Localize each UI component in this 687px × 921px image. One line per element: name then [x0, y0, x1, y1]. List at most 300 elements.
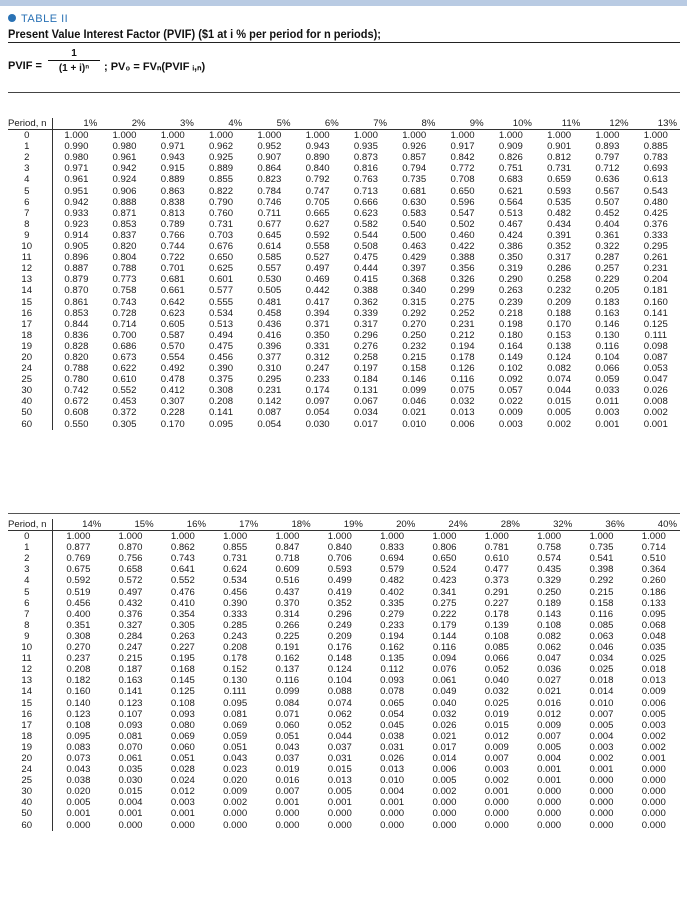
table-row: [8, 686, 680, 697]
table-row: [8, 642, 680, 653]
pvif-value-cell: 0.463: [402, 241, 427, 253]
pvif-value-cell: 0.231: [450, 318, 475, 330]
pvif-value-cell: 0.436: [257, 318, 282, 330]
pvif-value-cell: 0.400: [66, 608, 91, 620]
pvif-value-cell: 0.744: [160, 241, 185, 253]
pvif-value-cell: 0.011: [595, 396, 620, 408]
pvif-value-cell: 0.558: [305, 241, 330, 253]
pvif-table-low-rates: [8, 118, 680, 430]
pvif-value-cell: 0.168: [170, 664, 195, 676]
pvif-value-cell: 0.013: [380, 764, 405, 776]
period-cell: 40: [8, 396, 52, 407]
pvif-value-cell: 0.980: [64, 152, 89, 164]
table-row: [8, 308, 680, 319]
pvif-value-cell: 0.002: [641, 730, 666, 742]
pvif-value-cell: 0.160: [66, 686, 91, 698]
pvif-value-cell: 0.003: [170, 797, 195, 809]
rate-column-header: 12%: [583, 118, 631, 130]
pvif-value-cell: 0.372: [112, 407, 137, 419]
pvif-value-cell: 0.007: [275, 786, 300, 798]
pvif-value-cell: 0.743: [112, 296, 137, 308]
period-cell: 30: [8, 385, 52, 396]
pvif-value-cell: 0.034: [353, 407, 378, 419]
pvif-value-cell: 0.085: [589, 619, 614, 631]
pvif-value-cell: 0.000: [589, 797, 614, 809]
pvif-value-cell: 0.016: [275, 775, 300, 787]
pvif-value-cell: 0.162: [380, 642, 405, 654]
pvif-value-cell: 0.195: [170, 653, 195, 665]
pvif-value-cell: 0.398: [589, 564, 614, 576]
pvif-value-cell: 0.104: [595, 351, 620, 363]
pvif-value-cell: 0.108: [170, 697, 195, 709]
pvif-value-cell: 0.510: [641, 553, 666, 565]
pvif-value-cell: 1.000: [589, 531, 614, 543]
pvif-value-cell: 0.608: [64, 407, 89, 419]
pvif-value-cell: 0.596: [450, 196, 475, 208]
pvif-value-cell: 0.356: [450, 263, 475, 275]
pvif-value-cell: 0.170: [160, 418, 185, 430]
pvif-value-cell: 0.182: [66, 675, 91, 687]
pvif-value-cell: 0.225: [275, 630, 300, 642]
pvif-value-cell: 0.888: [112, 196, 137, 208]
table-row: [8, 163, 680, 174]
pvif-value-cell: 0.021: [402, 407, 427, 419]
pvif-value-cell: 0.376: [118, 608, 143, 620]
pvif-value-cell: 0.111: [644, 329, 668, 341]
pvif-value-cell: 0.233: [380, 619, 405, 631]
table-row: [8, 620, 680, 631]
pvif-value-cell: 0.040: [432, 697, 457, 709]
table-row: [8, 174, 680, 185]
pvif-value-cell: 0.000: [589, 786, 614, 798]
pvif-value-cell: 0.909: [498, 141, 523, 153]
pvif-value-cell: 0.794: [402, 163, 427, 175]
pvif-value-cell: 1.000: [595, 130, 620, 142]
pvif-value-cell: 0.681: [402, 185, 427, 197]
period-cell: 16: [8, 709, 52, 720]
pvif-value-cell: 0.001: [118, 808, 143, 820]
pvif-value-cell: 0.043: [223, 752, 248, 764]
pvif-value-cell: 0.388: [450, 252, 475, 264]
pvif-value-cell: 0.665: [305, 207, 330, 219]
pvif-value-cell: 0.780: [64, 374, 89, 386]
pvif-value-cell: 0.354: [170, 608, 195, 620]
pvif-value-cell: 0.065: [380, 697, 405, 709]
pvif-value-cell: 0.212: [450, 329, 475, 341]
table-row: [8, 141, 680, 152]
pvif-value-cell: 0.000: [275, 819, 300, 831]
top-bar: [0, 0, 687, 6]
pvif-value-cell: 0.197: [353, 363, 378, 375]
rate-column-header: 20%: [366, 519, 418, 531]
pvif-value-cell: 0.564: [498, 196, 523, 208]
pvif-value-cell: 0.000: [170, 819, 195, 831]
pvif-value-cell: 0.215: [402, 351, 427, 363]
pvif-value-cell: 0.131: [353, 385, 378, 397]
table-row: [8, 297, 680, 308]
pvif-value-cell: 0.422: [450, 241, 475, 253]
pvif-value-cell: 0.731: [223, 553, 248, 565]
pvif-value-cell: 0.026: [380, 752, 405, 764]
pvif-value-cell: 0.813: [160, 207, 185, 219]
pvif-value-cell: 0.010: [402, 418, 427, 430]
pvif-value-cell: 0.009: [223, 786, 248, 798]
pvif-value-cell: 0.275: [432, 597, 457, 609]
pvif-value-cell: 0.130: [223, 675, 248, 687]
pvif-value-cell: 0.371: [305, 318, 330, 330]
pvif-value-cell: 0.178: [484, 608, 509, 620]
pvif-value-cell: 0.031: [327, 752, 352, 764]
pvif-value-cell: 0.962: [209, 141, 234, 153]
pvif-value-cell: 0.444: [353, 263, 378, 275]
pvif-value-cell: 0.035: [641, 642, 666, 654]
pvif-value-cell: 0.126: [450, 363, 475, 375]
pvif-value-cell: 0.951: [64, 185, 89, 197]
pvif-value-cell: 0.613: [643, 174, 668, 186]
pvif-value-cell: 0.148: [327, 653, 352, 665]
pvif-value-cell: 0.026: [643, 385, 668, 397]
pvif-value-cell: 0.317: [547, 252, 572, 264]
pvif-value-cell: 0.788: [112, 263, 137, 275]
pvif-value-cell: 0.023: [223, 764, 248, 776]
pvif-value-cell: 0.208: [66, 664, 91, 676]
pvif-value-cell: 0.642: [160, 296, 185, 308]
pvif-value-cell: 0.003: [641, 719, 666, 731]
pvif-value-cell: 0.164: [498, 340, 523, 352]
pvif-value-cell: 0.751: [498, 163, 523, 175]
pvif-value-cell: 0.215: [118, 653, 143, 665]
pvif-value-cell: 0.257: [595, 263, 620, 275]
pvif-value-cell: 0.291: [484, 586, 509, 598]
pvif-value-cell: 0.790: [209, 196, 234, 208]
pvif-value-cell: 0.593: [547, 185, 572, 197]
rate-column-header: 36%: [575, 519, 627, 531]
pvif-value-cell: 0.624: [223, 564, 248, 576]
pvif-value-cell: 0.009: [484, 741, 509, 753]
pvif-value-cell: 0.731: [209, 218, 234, 230]
pvif-value-cell: 0.083: [66, 741, 91, 753]
pvif-value-cell: 0.435: [537, 564, 562, 576]
pvif-value-cell: 0.276: [353, 340, 378, 352]
pvif-value-cell: 0.003: [484, 764, 509, 776]
pvif-value-cell: 0.005: [327, 786, 352, 798]
pvif-value-cell: 0.006: [450, 418, 475, 430]
pvif-value-cell: 0.339: [353, 307, 378, 319]
pvif-value-cell: 0.661: [160, 285, 185, 297]
pvif-value-cell: 0.198: [498, 318, 523, 330]
table-row: [8, 407, 680, 418]
pvif-value-cell: 0.703: [209, 229, 234, 241]
pvif-value-cell: 0.087: [257, 407, 282, 419]
pvif-value-cell: 0.107: [118, 708, 143, 720]
period-cell: 5: [8, 186, 52, 197]
period-cell: 15: [8, 698, 52, 709]
pvif-value-cell: 0.263: [170, 630, 195, 642]
pvif-value-cell: 0.650: [209, 252, 234, 264]
pvif-value-cell: 0.017: [432, 741, 457, 753]
pvif-value-cell: 0.319: [498, 263, 523, 275]
pvif-value-cell: 0.116: [275, 675, 300, 687]
table-row: [8, 631, 680, 642]
pvif-value-cell: 0.340: [402, 285, 427, 297]
pvif-value-cell: 0.031: [380, 741, 405, 753]
pvif-value-cell: 0.605: [160, 318, 185, 330]
pvif-value-cell: 0.601: [209, 274, 234, 286]
pvif-value-cell: 0.000: [537, 808, 562, 820]
pvif-value-cell: 0.853: [112, 218, 137, 230]
pvif-value-cell: 1.000: [450, 130, 475, 142]
pvif-value-cell: 0.116: [432, 642, 457, 654]
pvif-value-cell: 0.194: [380, 630, 405, 642]
period-cell: 17: [8, 319, 52, 330]
pvif-value-cell: 0.290: [498, 274, 523, 286]
pvif-value-cell: 0.068: [641, 619, 666, 631]
pvif-value-cell: 0.051: [275, 730, 300, 742]
pvif-value-cell: 0.003: [595, 407, 620, 419]
table-label-text: TABLE II: [21, 13, 69, 25]
pvif-value-cell: 0.544: [353, 229, 378, 241]
pvif-value-cell: 0.035: [118, 764, 143, 776]
period-cell: 60: [8, 419, 52, 430]
pvif-value-cell: 0.901: [547, 141, 572, 153]
pvif-value-cell: 0.013: [641, 675, 666, 687]
pvif-value-cell: 1.000: [223, 531, 248, 543]
pvif-value-cell: 0.067: [353, 396, 378, 408]
pvif-value-cell: 0.001: [595, 418, 620, 430]
pvif-value-cell: 0.792: [305, 174, 330, 186]
pvif-value-cell: 0.861: [64, 296, 89, 308]
period-cell: 10: [8, 241, 52, 252]
rate-column-header: 19%: [314, 519, 366, 531]
pvif-value-cell: 0.416: [257, 329, 282, 341]
table-row: [8, 675, 680, 686]
rate-column-header: 15%: [104, 519, 156, 531]
pvif-value-cell: 0.425: [643, 207, 668, 219]
pvif-value-cell: 0.006: [641, 697, 666, 709]
pvif-value-cell: 0.061: [432, 675, 457, 687]
pvif-value-cell: 0.074: [547, 374, 572, 386]
pvif-value-cell: 0.592: [305, 229, 330, 241]
pvif-value-cell: 0.275: [450, 296, 475, 308]
period-cell: 13: [8, 274, 52, 285]
pvif-value-cell: 0.769: [66, 553, 91, 565]
period-cell: 24: [8, 363, 52, 374]
pvif-value-cell: 0.002: [484, 775, 509, 787]
pvif-value-cell: 0.250: [537, 586, 562, 598]
pvif-value-cell: 0.714: [641, 542, 666, 554]
pvif-value-cell: 0.279: [380, 608, 405, 620]
pvif-table-high-rates: [8, 519, 680, 831]
pvif-value-cell: 0.305: [170, 619, 195, 631]
period-cell: 13: [8, 675, 52, 686]
pvif-value-cell: 0.352: [547, 241, 572, 253]
pvif-value-cell: 0.362: [353, 296, 378, 308]
pvif-value-cell: 0.442: [305, 285, 330, 297]
pvif-value-cell: 0.925: [209, 152, 234, 164]
pvif-value-cell: 1.000: [170, 531, 195, 543]
pvif-value-cell: 0.540: [402, 218, 427, 230]
pvif-value-cell: 0.797: [595, 152, 620, 164]
pvif-value-cell: 0.621: [498, 185, 523, 197]
pvif-value-cell: 0.747: [305, 185, 330, 197]
pvif-value-cell: 0.080: [170, 719, 195, 731]
pvif-value-cell: 0.001: [327, 797, 352, 809]
pvif-value-cell: 0.990: [64, 141, 89, 153]
pvif-value-cell: 0.889: [160, 174, 185, 186]
pvif-value-cell: 0.364: [641, 564, 666, 576]
pvif-value-cell: 0.361: [595, 229, 620, 241]
pvif-value-cell: 0.008: [643, 396, 668, 408]
pvif-value-cell: 0.000: [327, 808, 352, 820]
pvif-value-cell: 0.386: [498, 241, 523, 253]
period-cell: 17: [8, 720, 52, 731]
pvif-value-cell: 0.686: [112, 340, 137, 352]
pvif-value-cell: 0.905: [64, 241, 89, 253]
pvif-value-cell: 0.123: [66, 708, 91, 720]
pvif-value-cell: 0.037: [327, 741, 352, 753]
pvif-value-cell: 0.146: [402, 374, 427, 386]
formula-numerator: 1: [71, 48, 77, 59]
pvif-value-cell: 0.093: [380, 675, 405, 687]
pvif-value-cell: 0.005: [537, 741, 562, 753]
pvif-value-cell: 0.368: [402, 274, 427, 286]
period-cell: 19: [8, 341, 52, 352]
pvif-value-cell: 0.052: [327, 719, 352, 731]
pvif-value-cell: 0.388: [353, 285, 378, 297]
pvif-value-cell: 0.030: [118, 775, 143, 787]
pvif-value-cell: 0.002: [589, 752, 614, 764]
table-row: [8, 363, 680, 374]
period-cell: 3: [8, 163, 52, 174]
pvif-value-cell: 0.018: [641, 664, 666, 676]
pvif-value-cell: 0.943: [160, 152, 185, 164]
pvif-value-cell: 0.000: [118, 819, 143, 831]
pvif-value-cell: 0.758: [112, 285, 137, 297]
pvif-value-cell: 0.550: [64, 418, 89, 430]
pvif-value-cell: 0.059: [595, 374, 620, 386]
pvif-value-cell: 0.554: [160, 351, 185, 363]
pvif-value-cell: 0.000: [223, 808, 248, 820]
pvif-value-cell: 0.432: [118, 597, 143, 609]
pvif-value-cell: 0.870: [118, 542, 143, 554]
pvif-value-cell: 0.502: [450, 218, 475, 230]
period-cell: 20: [8, 753, 52, 764]
pvif-value-cell: 0.133: [641, 597, 666, 609]
pvif-value-cell: 0.915: [160, 163, 185, 175]
pvif-value-cell: 0.530: [257, 274, 282, 286]
formula-rhs: ; PV₀ = FVₙ(PVIF ᵢ,ₙ): [104, 61, 206, 73]
rate-column-header: 8%: [390, 118, 438, 130]
pvif-value-cell: 0.731: [547, 163, 572, 175]
pvif-value-cell: 0.076: [432, 664, 457, 676]
pvif-value-cell: 0.862: [170, 542, 195, 554]
pvif-value-cell: 0.567: [595, 185, 620, 197]
pvif-value-cell: 0.204: [643, 274, 668, 286]
pvif-value-cell: 0.249: [327, 619, 352, 631]
pvif-value-cell: 0.000: [641, 797, 666, 809]
pvif-value-cell: 0.095: [66, 730, 91, 742]
rate-column-header: 2%: [100, 118, 148, 130]
pvif-value-cell: 0.015: [547, 396, 572, 408]
pvif-value-cell: 0.756: [118, 553, 143, 565]
pvif-value-cell: 0.138: [547, 340, 572, 352]
table-row: [8, 587, 680, 598]
pvif-value-cell: 0.543: [643, 185, 668, 197]
pvif-value-cell: 0.048: [641, 630, 666, 642]
pvif-value-cell: 0.124: [327, 664, 352, 676]
period-cell: 14: [8, 285, 52, 296]
pvif-value-cell: 0.952: [257, 141, 282, 153]
pvif-value-cell: 0.326: [450, 274, 475, 286]
table-row: [8, 709, 680, 720]
pvif-value-cell: 1.000: [118, 531, 143, 543]
table-row: [8, 797, 680, 808]
pvif-value-cell: 0.855: [223, 542, 248, 554]
pvif-value-cell: 0.163: [595, 307, 620, 319]
pvif-value-cell: 0.108: [537, 619, 562, 631]
pvif-value-cell: 0.480: [643, 196, 668, 208]
pvif-value-cell: 0.305: [112, 418, 137, 430]
pvif-value-cell: 0.227: [484, 597, 509, 609]
pvif-value-cell: 0.820: [64, 351, 89, 363]
pvif-value-cell: 0.552: [112, 385, 137, 397]
pvif-value-cell: 0.095: [209, 418, 234, 430]
pvif-value-cell: 0.002: [641, 741, 666, 753]
pvif-value-cell: 0.012: [170, 786, 195, 798]
pvif-value-cell: 0.906: [112, 185, 137, 197]
period-cell: 12: [8, 263, 52, 274]
pvif-value-cell: 0.000: [484, 819, 509, 831]
pvif-value-cell: 0.000: [641, 764, 666, 776]
period-cell: 24: [8, 764, 52, 775]
table-row: [8, 319, 680, 330]
pvif-value-cell: 0.592: [66, 575, 91, 587]
pvif-value-cell: 0.460: [450, 229, 475, 241]
pvif-value-cell: 0.773: [112, 274, 137, 286]
pvif-value-cell: 0.524: [432, 564, 457, 576]
pvif-value-cell: 0.683: [498, 174, 523, 186]
pvif-value-cell: 0.475: [209, 340, 234, 352]
pvif-value-cell: 0.711: [257, 207, 281, 219]
pvif-value-cell: 0.252: [450, 307, 475, 319]
pvif-value-cell: 1.000: [484, 531, 509, 543]
pvif-value-cell: 0.051: [223, 741, 248, 753]
pvif-value-cell: 0.066: [595, 363, 620, 375]
period-cell: 19: [8, 742, 52, 753]
period-cell: 2: [8, 152, 52, 163]
pvif-value-cell: 0.390: [223, 597, 248, 609]
pvif-value-cell: 0.153: [547, 329, 572, 341]
pvif-value-cell: 0.001: [484, 786, 509, 798]
pvif-value-cell: 0.034: [589, 653, 614, 665]
pvif-value-cell: 1.000: [112, 130, 137, 142]
pvif-value-cell: 0.229: [595, 274, 620, 286]
pvif-value-cell: 0.070: [118, 741, 143, 753]
pvif-value-cell: 0.482: [380, 575, 405, 587]
pvif-value-cell: 0.943: [305, 141, 330, 153]
pvif-value-cell: 0.844: [64, 318, 89, 330]
pvif-value-cell: 0.095: [641, 608, 666, 620]
pvif-value-cell: 0.140: [66, 697, 91, 709]
pvif-value-cell: 0.475: [353, 252, 378, 264]
pvif-value-cell: 0.804: [112, 252, 137, 264]
pvif-value-cell: 1.000: [209, 130, 234, 142]
pvif-value-cell: 0.176: [327, 642, 352, 654]
table-row: [8, 352, 680, 363]
pvif-value-cell: 0.005: [66, 797, 91, 809]
pvif-value-cell: 0.942: [64, 196, 89, 208]
period-cell: 8: [8, 219, 52, 230]
